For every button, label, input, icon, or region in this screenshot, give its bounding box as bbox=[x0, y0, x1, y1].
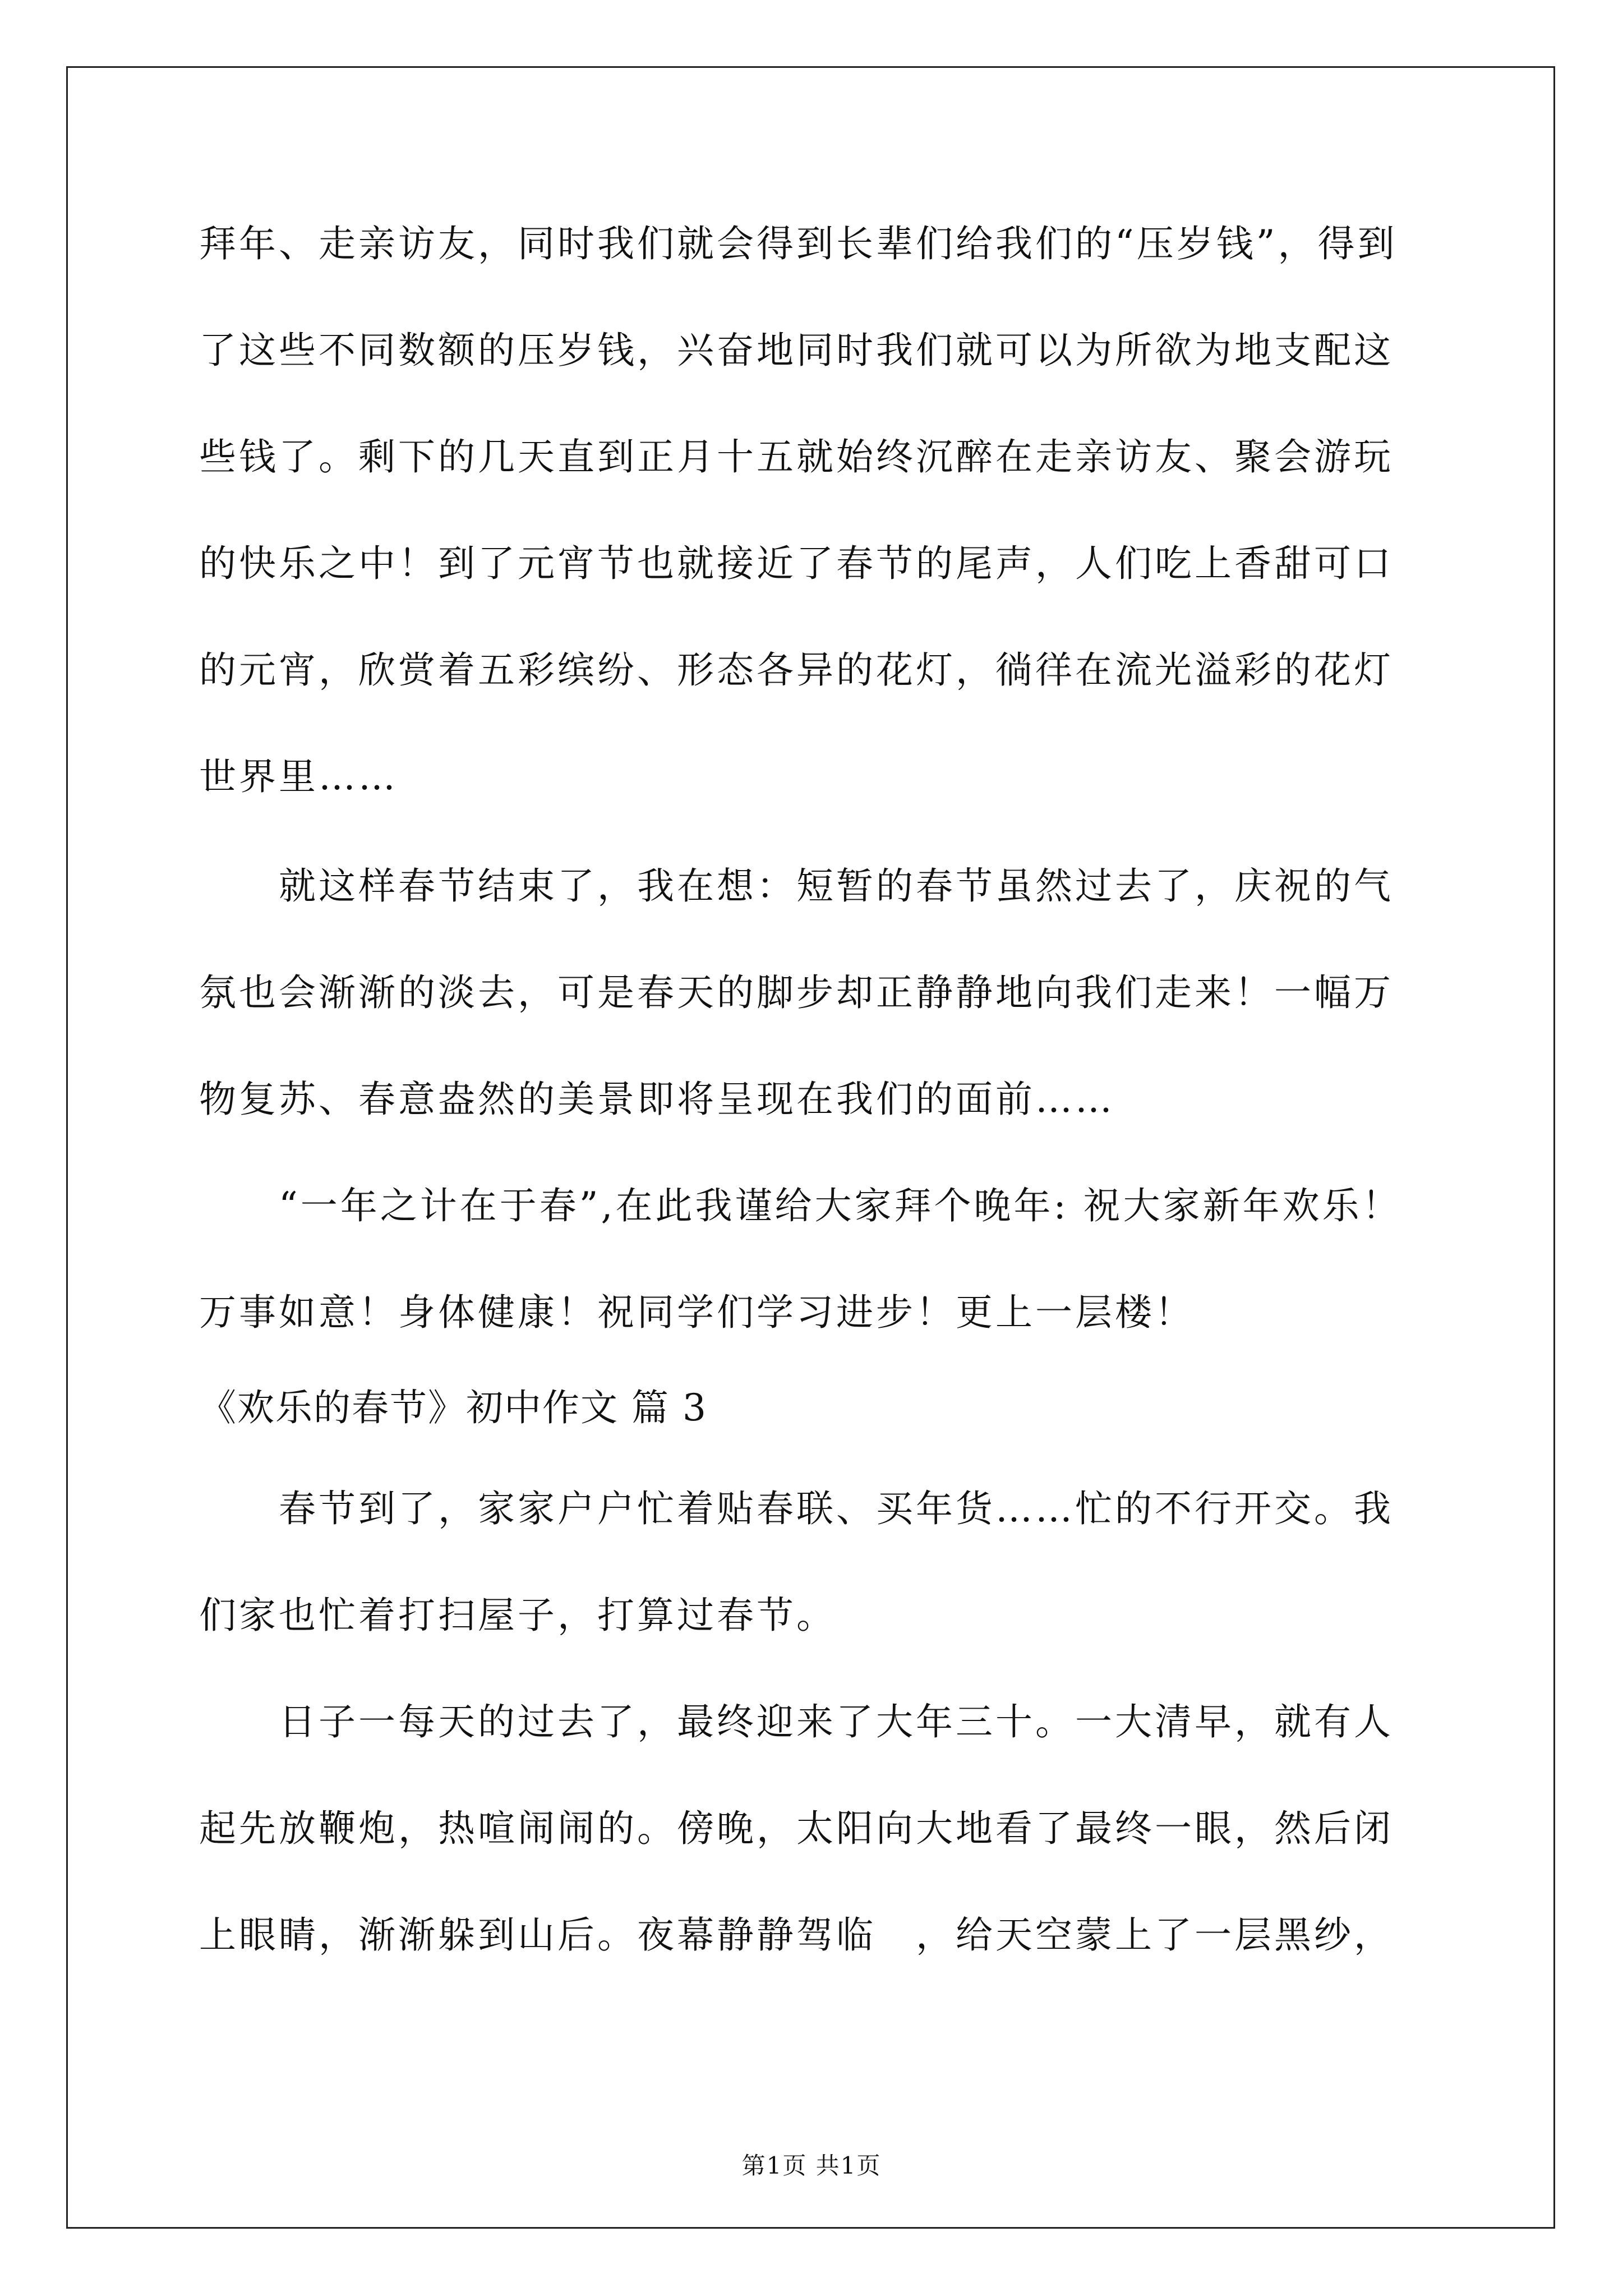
text-line: 春节到了，家家户户忙着贴春联、买年货……忙的不行开交。我 bbox=[199, 1487, 1394, 1530]
text-line: “一年之计在于春”,在此我谨给大家拜个晚年: 祝大家新年欢乐！ bbox=[199, 1184, 1402, 1227]
text-line: 物复苏、春意盎然的美景即将呈现在我们的面前…… bbox=[199, 1078, 1115, 1121]
text-line: 拜年、走亲访友，同时我们就会得到长辈们给我们的“压岁钱”，得到 bbox=[199, 222, 1398, 265]
page-footer: 第1页 共1页 bbox=[741, 2152, 882, 2179]
section-heading: 《欢乐的春节》初中作文 篇 3 bbox=[199, 1386, 707, 1429]
text-line: 起先放鞭炮，热喧闹闹的。傍晚，太阳向大地看了最终一眼，然后闭 bbox=[199, 1807, 1394, 1850]
text-line: 万事如意！身体健康！祝同学们学习进步！更上一层楼！ bbox=[199, 1291, 1195, 1334]
text-line: 氛也会渐渐的淡去，可是春天的脚步却正静静地向我们走来！一幅万 bbox=[199, 971, 1394, 1014]
text-line: 些钱了。剩下的几天直到正月十五就始终沉醉在走亲访友、聚会游玩 bbox=[199, 435, 1394, 478]
text-line: 的元宵，欣赏着五彩缤纷、形态各异的花灯，徜徉在流光溢彩的花灯 bbox=[199, 648, 1394, 692]
text-line: 了这些不同数额的压岁钱，兴奋地同时我们就可以为所欲为地支配这 bbox=[199, 329, 1394, 372]
text-line: 日子一每天的过去了，最终迎来了大年三十。一大清早，就有人 bbox=[199, 1700, 1394, 1743]
text-line: 的快乐之中！到了元宵节也就接近了春节的尾声，人们吃上香甜可口 bbox=[199, 542, 1394, 585]
text-line: 就这样春节结束了，我在想：短暂的春节虽然过去了，庆祝的气 bbox=[199, 864, 1394, 908]
page-border bbox=[66, 66, 1555, 2229]
text-line: 们家也忙着打扫屋子，打算过春节。 bbox=[199, 1594, 836, 1637]
text-line: 世界里…… bbox=[199, 755, 398, 798]
text-line: 上眼睛，渐渐躲到山后。夜幕静静驾临 ，给天空蒙上了一层黑纱， bbox=[199, 1913, 1394, 1957]
